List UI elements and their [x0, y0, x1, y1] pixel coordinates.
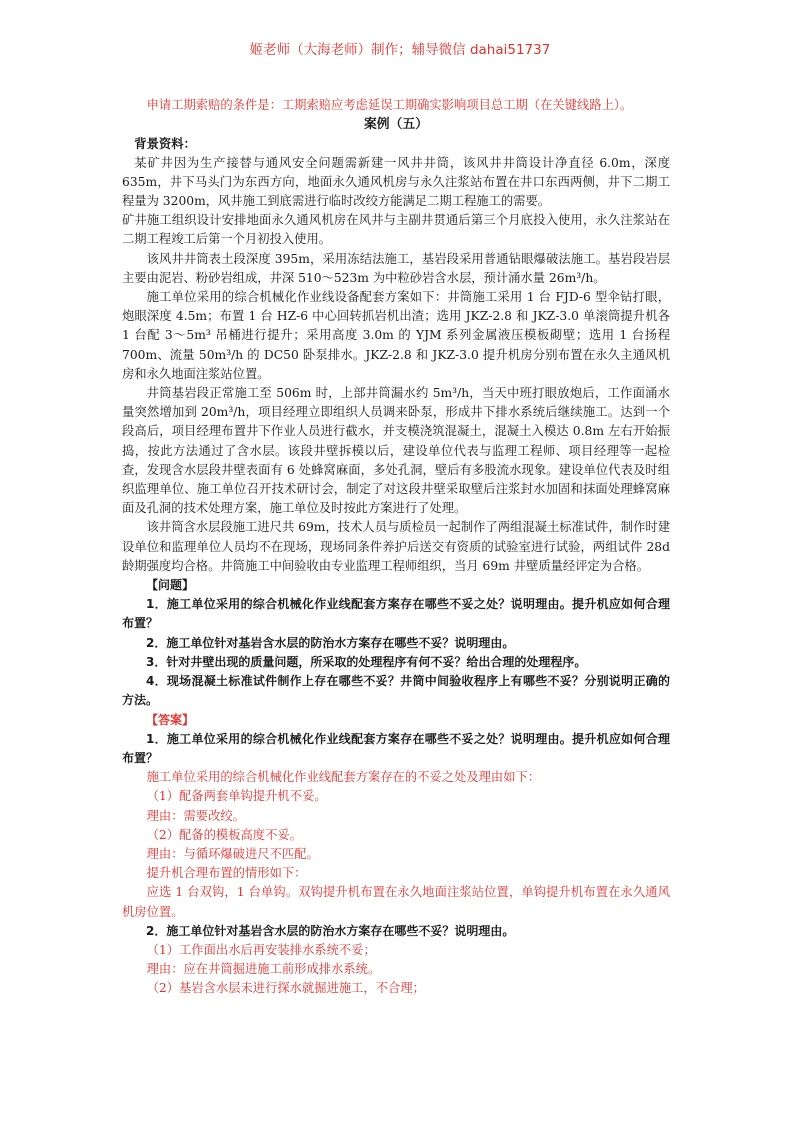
answer-text: （2）基岩含水层未进行探水就掘进施工，不合理；	[146, 981, 425, 996]
answer-text: 理由：需要改绞。	[146, 808, 245, 823]
document-body	[122, 96, 670, 999]
paragraph: 该风井井筒表土段深度 395m，采用冻结法施工，基岩段采用普通钻眼爆破法施工。基岩段岩层主要由泥岩、粉砂岩组成，井深 510～523m 为中粒砂岩含水层，预计涌水量 26m³/h。	[122, 251, 670, 285]
paragraph: 背景资料：	[134, 136, 196, 152]
answer-text: （1）配备两套单钩提升机不妥。	[146, 789, 327, 804]
paragraph: 矿井施工组织设计安排地面永久通风机房在风井与主副井贯通后第三个月底投入使用，永久注浆站在二期工程竣工后第一个月初投入使用。	[122, 213, 670, 247]
paragraph: 该井筒含水层段施工进尺共 69m，技术人员与质检员一起制作了两组混凝土标准试件，制作时建设单位和监理单位人员均不在现场，现场同条件养护后送交有资质的试验室进行试验，两组试件 28d 龄期强度均合格。井筒施工中间验收由专业监理工程师组织，当月 69m 井壁质量经评定为合格。	[122, 520, 670, 573]
answer-text: （2）配备的模板高度不妥。	[146, 827, 302, 842]
question-item: 4．现场混凝土标准试件制作上存在哪些不妥？井筒中间验收程序上有哪些不妥？分别说明正确的方法。	[122, 674, 670, 708]
page-header: 姬老师（大海老师）制作；辅导微信 dahai51737	[249, 42, 551, 58]
paragraph: 井筒基岩段正常施工至 506m 时，上部井筒漏水约 5m³/h，当天中班打眼放炮后，工作面涌水量突然增加到 20m³/h，项目经理立即组织人员调来卧泵，形成井下排水系统后继续施工。达到一个段高后，项目经理布置井下作业人员进行截水，并支模浇筑混凝土，混凝土入模达 0.8m 左右开始振捣，按此方法通过了含水层。该段井壁拆模以后，建设单位代表与监理工程师、项目经理等一起检查，发现含水层段井壁表面有 6 处蜂窝麻面，多处孔洞，壁后有多股流水现象。建设单位代表及时组织监理单位、施工单位召开技术研讨会，制定了对这段井壁采取壁后注浆封水加固和抹面处理蜂窝麻面及孔洞的技术处理方案，施工单位及时按此方案进行了处理。	[122, 386, 670, 516]
question-item: 1．施工单位采用的综合机械化作业线配套方案存在哪些不妥之处？说明理由。提升机应如何合理布置？	[122, 597, 670, 631]
question-item: 3．针对井壁出现的质量问题，所采取的处理程序有何不妥？给出合理的处理程序。	[146, 654, 587, 669]
answer-text: 应选 1 台双钩，1 台单钩。双钩提升机布置在永久地面注浆站位置，单钩提升机布置在永久通风机房位置。	[122, 885, 670, 919]
paragraph: 某矿井因为生产接替与通风安全问题需新建一风井井筒，该风井井筒设计净直径 6.0m，深度 635m，井下马头门为东西方向，地面永久通风机房与永久注浆站布置在井口东西两侧，井下二期工程量为 3200m，风井施工到底需进行临时改绞方能满足二期工程施工的需要。	[122, 155, 670, 209]
section-heading: 【答案】	[146, 712, 195, 727]
question-item: 2．施工单位针对基岩含水层的防治水方案存在哪些不妥？说明理由。	[146, 923, 515, 938]
answer-text: （1）工作面出水后再安装排水系统不妥；	[146, 942, 376, 957]
answer-text: 申请工期索赔的条件是：工期索赔应考虑延误工期确实影响项目总工期（在关键线路上）。	[146, 98, 633, 112]
section-title: 案例（五）	[364, 117, 428, 133]
section-heading: 【问题】	[146, 578, 195, 593]
answer-text: 理由：应在井筒掘进施工前形成排水系统。	[146, 962, 381, 977]
answer-text: 提升机合理布置的情形如下：	[146, 866, 307, 881]
paragraph: 施工单位采用的综合机械化作业线设备配套方案如下：井筒施工采用 1 台 FJD-6 型伞钻打眼，炮眼深度 4.5m；布置 1 台 HZ-6 中心回转抓岩机出渣；选用 JKZ-2.8 和 JKZ-3.0 单滚筒提升机各 1 台配 3～5m³ 吊桶进行提升；采用高度 3.0m 的 YJM 系列金属液压模板砌壁；选用 1 台扬程 700m、流量 50m³/h 的 DC50 卧泵排水。JKZ-2.8 和 JKZ-3.0 提升机房分别布置在永久主通风机房和永久地面注浆站位置。	[122, 290, 670, 381]
answer-text: 施工单位采用的综合机械化作业线配套方案存在的不妥之处及理由如下：	[146, 770, 541, 785]
question-item: 1．施工单位采用的综合机械化作业线配套方案存在哪些不妥之处？说明理由。提升机应如何合理布置？	[122, 731, 670, 765]
answer-text: 理由：与循环爆破进尺不匹配。	[146, 846, 319, 861]
question-item: 2．施工单位针对基岩含水层的防治水方案存在哪些不妥？说明理由。	[146, 635, 515, 650]
